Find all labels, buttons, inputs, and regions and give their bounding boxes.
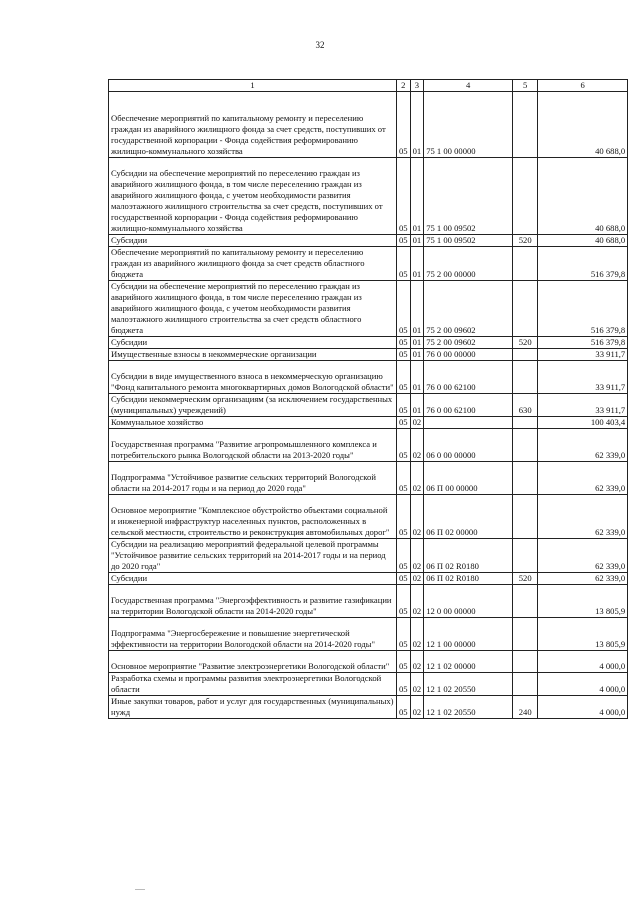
row-amount-cell: 33 911,7 — [538, 394, 628, 417]
table-row — [109, 417, 628, 429]
row-name-cell: Субсидии в виде имущественного взноса в некоммерческую организацию "Фонд капитального ремонта многоквартирных домов Вологодской области" — [109, 361, 397, 394]
row-name-cell: Государственная программа "Энергоэффективность и развитие газификации на территории Вологодской области на 2014-2020 годы" — [109, 585, 397, 618]
row-expense-type-cell: 240 — [513, 696, 538, 719]
row-name-cell: Основное мероприятие "Развитие электроэнергетики Вологодской области" — [109, 651, 397, 673]
table-row — [109, 281, 628, 337]
row-section-cell: 05 — [397, 417, 411, 429]
table-header-row — [109, 80, 628, 92]
row-amount-cell: 62 339,0 — [538, 539, 628, 573]
page-number: 32 — [315, 40, 325, 50]
row-target-code-cell: 06 П 00 00000 — [424, 462, 513, 495]
row-target-code-cell: 12 0 00 00000 — [424, 585, 513, 618]
row-target-code-cell: 75 1 00 09502 — [424, 235, 513, 247]
row-name-cell: Субсидии на реализацию мероприятий федеральной целевой программы "Устойчивое развитие сельских территорий на 2014-2017 годы и на период до 2020 года" — [109, 539, 397, 573]
row-target-code-cell: 06 0 00 00000 — [424, 429, 513, 462]
row-subsection-cell: 02 — [410, 539, 424, 573]
table-row — [109, 235, 628, 247]
row-section-cell: 05 — [397, 673, 411, 696]
row-expense-type-cell — [513, 92, 538, 158]
table-row — [109, 673, 628, 696]
row-target-code-cell: 75 1 00 00000 — [424, 92, 513, 158]
column-header: 6 — [538, 80, 628, 92]
row-section-cell: 05 — [397, 495, 411, 539]
row-name-cell: Основное мероприятие "Комплексное обустройство объектами социальной и инженерной инфраструктур населенных пунктов, расположенных в сельской местности, строительство и реконструкция автомобильных дорог" — [109, 495, 397, 539]
table-row — [109, 158, 628, 235]
column-header: 2 — [397, 80, 411, 92]
row-expense-type-cell — [513, 247, 538, 281]
row-amount-cell: 13 805,9 — [538, 618, 628, 651]
row-subsection-cell: 01 — [410, 281, 424, 337]
row-name-cell: Субсидии — [109, 235, 397, 247]
row-expense-type-cell — [513, 618, 538, 651]
row-expense-type-cell — [513, 281, 538, 337]
row-amount-cell: 62 339,0 — [538, 495, 628, 539]
row-section-cell: 05 — [397, 539, 411, 573]
table-row — [109, 585, 628, 618]
row-section-cell: 05 — [397, 429, 411, 462]
row-target-code-cell: 12 1 02 20550 — [424, 696, 513, 719]
row-target-code-cell: 76 0 00 00000 — [424, 349, 513, 361]
row-subsection-cell: 01 — [410, 247, 424, 281]
row-subsection-cell: 01 — [410, 158, 424, 235]
row-subsection-cell: 01 — [410, 337, 424, 349]
row-expense-type-cell: 520 — [513, 235, 538, 247]
row-amount-cell: 62 339,0 — [538, 573, 628, 585]
row-target-code-cell — [424, 417, 513, 429]
row-expense-type-cell — [513, 158, 538, 235]
row-target-code-cell: 06 П 02 00000 — [424, 495, 513, 539]
row-expense-type-cell — [513, 651, 538, 673]
row-expense-type-cell — [513, 349, 538, 361]
row-subsection-cell: 02 — [410, 417, 424, 429]
row-expense-type-cell — [513, 429, 538, 462]
table-row — [109, 651, 628, 673]
row-name-cell: Государственная программа "Развитие агропромышленного комплекса и потребительского рынка Вологодской области на 2013-2020 годы" — [109, 429, 397, 462]
row-expense-type-cell — [513, 585, 538, 618]
row-expense-type-cell: 630 — [513, 394, 538, 417]
row-subsection-cell: 02 — [410, 585, 424, 618]
table-row — [109, 462, 628, 495]
row-expense-type-cell: 520 — [513, 337, 538, 349]
row-name-cell: Субсидии на обеспечение мероприятий по переселению граждан из аварийного жилищного фонда, в том числе переселению граждан из аварийного жилищного фонда, с учетом необходимости развития малоэтажного жилищного строительства за счет средств областного бюджета — [109, 281, 397, 337]
row-name-cell: Разработка схемы и программы развития электроэнергетики Вологодской области — [109, 673, 397, 696]
row-target-code-cell: 06 П 02 R0180 — [424, 539, 513, 573]
row-subsection-cell: 02 — [410, 673, 424, 696]
row-target-code-cell: 76 0 00 62100 — [424, 361, 513, 394]
row-subsection-cell: 02 — [410, 495, 424, 539]
row-name-cell: Подпрограмма "Энергосбережение и повышение энергетической эффективности на территории Вологодской области на 2014-2020 годы" — [109, 618, 397, 651]
row-name-cell: Субсидии на обеспечение мероприятий по переселению граждан из аварийного жилищного фонда, в том числе переселению граждан из аварийного жилищного фонда, с учетом необходимости развития малоэтажного жилищного строительства за счет средств, поступивших от государственной корпорации - Фонда содействия реформированию жилищно-коммунального хозяйства — [109, 158, 397, 235]
table-row — [109, 337, 628, 349]
column-header: 3 — [410, 80, 424, 92]
row-target-code-cell: 75 2 00 09602 — [424, 337, 513, 349]
row-expense-type-cell — [513, 361, 538, 394]
column-header: 1 — [109, 80, 397, 92]
row-amount-cell: 516 379,8 — [538, 247, 628, 281]
row-amount-cell: 62 339,0 — [538, 462, 628, 495]
row-target-code-cell: 12 1 02 20550 — [424, 673, 513, 696]
row-section-cell: 05 — [397, 696, 411, 719]
row-name-cell: Субсидии — [109, 573, 397, 585]
row-amount-cell: 40 688,0 — [538, 158, 628, 235]
row-target-code-cell: 75 1 00 09502 — [424, 158, 513, 235]
row-section-cell: 05 — [397, 651, 411, 673]
row-amount-cell: 4 000,0 — [538, 673, 628, 696]
row-section-cell: 05 — [397, 349, 411, 361]
row-subsection-cell: 02 — [410, 462, 424, 495]
table-row — [109, 696, 628, 719]
table-row — [109, 92, 628, 158]
row-section-cell: 05 — [397, 462, 411, 495]
row-amount-cell: 13 805,9 — [538, 585, 628, 618]
row-subsection-cell: 01 — [410, 235, 424, 247]
row-name-cell: Иные закупки товаров, работ и услуг для государственных (муниципальных) нужд — [109, 696, 397, 719]
row-expense-type-cell — [513, 539, 538, 573]
row-section-cell: 05 — [397, 281, 411, 337]
row-subsection-cell: 02 — [410, 429, 424, 462]
row-subsection-cell: 01 — [410, 361, 424, 394]
table-row — [109, 539, 628, 573]
row-target-code-cell: 12 1 00 00000 — [424, 618, 513, 651]
row-section-cell: 05 — [397, 361, 411, 394]
table-row — [109, 394, 628, 417]
row-target-code-cell: 76 0 00 62100 — [424, 394, 513, 417]
row-expense-type-cell — [513, 495, 538, 539]
table-row — [109, 349, 628, 361]
row-expense-type-cell — [513, 673, 538, 696]
row-target-code-cell: 75 2 00 00000 — [424, 247, 513, 281]
row-amount-cell: 516 379,8 — [538, 281, 628, 337]
column-header: 5 — [513, 80, 538, 92]
row-section-cell: 05 — [397, 585, 411, 618]
row-amount-cell: 33 911,7 — [538, 349, 628, 361]
table-row — [109, 573, 628, 585]
table-row — [109, 429, 628, 462]
row-subsection-cell: 01 — [410, 349, 424, 361]
row-amount-cell: 62 339,0 — [538, 429, 628, 462]
row-name-cell: Субсидии — [109, 337, 397, 349]
column-header: 4 — [424, 80, 513, 92]
row-name-cell: Субсидии некоммерческим организациям (за исключением государственных (муниципальных) учреждений) — [109, 394, 397, 417]
table-row — [109, 361, 628, 394]
table-row — [109, 247, 628, 281]
row-section-cell: 05 — [397, 618, 411, 651]
row-amount-cell: 516 379,8 — [538, 337, 628, 349]
scan-mark — [135, 889, 145, 890]
table-row — [109, 618, 628, 651]
row-name-cell: Обеспечение мероприятий по капитальному ремонту и переселению граждан из аварийного жилищного фонда за счет средств, поступивших от государственной корпорации - Фонда содействия реформированию жилищно-коммунального хозяйства — [109, 92, 397, 158]
row-expense-type-cell — [513, 462, 538, 495]
row-target-code-cell: 12 1 02 00000 — [424, 651, 513, 673]
row-section-cell: 05 — [397, 337, 411, 349]
row-subsection-cell: 02 — [410, 696, 424, 719]
row-subsection-cell: 01 — [410, 92, 424, 158]
row-subsection-cell: 02 — [410, 618, 424, 651]
row-expense-type-cell — [513, 417, 538, 429]
row-name-cell: Подпрограмма "Устойчивое развитие сельских территорий Вологодской области на 2014-2017 годы и на период до 2020 года" — [109, 462, 397, 495]
row-target-code-cell: 06 П 02 R0180 — [424, 573, 513, 585]
row-section-cell: 05 — [397, 92, 411, 158]
row-subsection-cell: 02 — [410, 573, 424, 585]
row-expense-type-cell: 520 — [513, 573, 538, 585]
row-amount-cell: 40 688,0 — [538, 235, 628, 247]
row-target-code-cell: 75 2 00 09602 — [424, 281, 513, 337]
table-row — [109, 495, 628, 539]
row-amount-cell: 100 403,4 — [538, 417, 628, 429]
row-name-cell: Коммунальное хозяйство — [109, 417, 397, 429]
row-amount-cell: 4 000,0 — [538, 651, 628, 673]
row-amount-cell: 4 000,0 — [538, 696, 628, 719]
row-amount-cell: 33 911,7 — [538, 361, 628, 394]
row-section-cell: 05 — [397, 235, 411, 247]
row-name-cell: Имущественные взносы в некоммерческие организации — [109, 349, 397, 361]
row-subsection-cell: 01 — [410, 394, 424, 417]
row-amount-cell: 40 688,0 — [538, 92, 628, 158]
row-section-cell: 05 — [397, 247, 411, 281]
budget-table — [108, 79, 628, 719]
row-section-cell: 05 — [397, 573, 411, 585]
row-section-cell: 05 — [397, 158, 411, 235]
row-section-cell: 05 — [397, 394, 411, 417]
row-subsection-cell: 02 — [410, 651, 424, 673]
row-name-cell: Обеспечение мероприятий по капитальному ремонту и переселению граждан из аварийного жилищного фонда за счет средств областного бюджета — [109, 247, 397, 281]
